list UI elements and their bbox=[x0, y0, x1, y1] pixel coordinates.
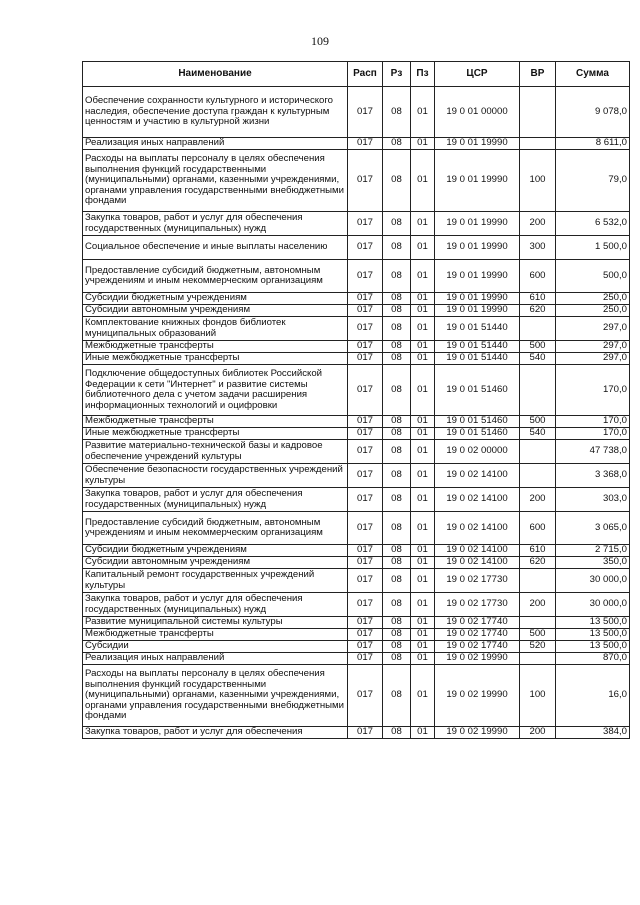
cell-name: Иные межбюджетные трансферты bbox=[83, 353, 348, 365]
cell-vr: 200 bbox=[520, 212, 556, 236]
cell-rz: 08 bbox=[383, 545, 411, 557]
cell-csr: 19 0 02 14100 bbox=[435, 512, 520, 545]
cell-rz: 08 bbox=[383, 569, 411, 593]
cell-rz: 08 bbox=[383, 293, 411, 305]
cell-vr: 100 bbox=[520, 150, 556, 212]
cell-pz: 01 bbox=[411, 353, 435, 365]
header-vr: ВР bbox=[520, 62, 556, 87]
cell-name: Предоставление субсидий бюджетным, автономным учреждениям и иным некоммерческим организациям bbox=[83, 512, 348, 545]
cell-sum: 13 500,0 bbox=[556, 641, 630, 653]
table-row bbox=[83, 641, 630, 653]
cell-csr: 19 0 02 00000 bbox=[435, 440, 520, 464]
cell-pz: 01 bbox=[411, 665, 435, 727]
cell-rasp: 017 bbox=[348, 317, 383, 341]
cell-vr: 610 bbox=[520, 293, 556, 305]
cell-sum: 384,0 bbox=[556, 727, 630, 739]
cell-csr: 19 0 01 51460 bbox=[435, 365, 520, 416]
cell-csr: 19 0 01 19990 bbox=[435, 260, 520, 293]
header-csr: ЦСР bbox=[435, 62, 520, 87]
cell-csr: 19 0 01 19990 bbox=[435, 212, 520, 236]
cell-rasp: 017 bbox=[348, 557, 383, 569]
cell-rz: 08 bbox=[383, 317, 411, 341]
cell-rz: 08 bbox=[383, 138, 411, 150]
cell-name: Межбюджетные трансферты bbox=[83, 416, 348, 428]
cell-sum: 30 000,0 bbox=[556, 593, 630, 617]
cell-vr bbox=[520, 440, 556, 464]
cell-csr: 19 0 02 19990 bbox=[435, 653, 520, 665]
table-row bbox=[83, 545, 630, 557]
cell-rasp: 017 bbox=[348, 593, 383, 617]
table-row bbox=[83, 488, 630, 512]
cell-vr: 200 bbox=[520, 488, 556, 512]
cell-name: Предоставление субсидий бюджетным, автономным учреждениям и иным некоммерческим организациям bbox=[83, 260, 348, 293]
cell-vr: 620 bbox=[520, 557, 556, 569]
table-row bbox=[83, 727, 630, 739]
cell-sum: 303,0 bbox=[556, 488, 630, 512]
cell-rasp: 017 bbox=[348, 641, 383, 653]
cell-sum: 170,0 bbox=[556, 428, 630, 440]
cell-rz: 08 bbox=[383, 353, 411, 365]
cell-sum: 3 065,0 bbox=[556, 512, 630, 545]
cell-rasp: 017 bbox=[348, 512, 383, 545]
cell-pz: 01 bbox=[411, 416, 435, 428]
cell-rz: 08 bbox=[383, 557, 411, 569]
cell-pz: 01 bbox=[411, 593, 435, 617]
cell-pz: 01 bbox=[411, 212, 435, 236]
table-row bbox=[83, 629, 630, 641]
budget-table bbox=[82, 61, 630, 739]
cell-rz: 08 bbox=[383, 260, 411, 293]
cell-name: Субсидии bbox=[83, 641, 348, 653]
cell-sum: 1 500,0 bbox=[556, 236, 630, 260]
table-row bbox=[83, 341, 630, 353]
cell-vr bbox=[520, 317, 556, 341]
cell-rasp: 017 bbox=[348, 260, 383, 293]
cell-sum: 250,0 bbox=[556, 293, 630, 305]
cell-csr: 19 0 01 51440 bbox=[435, 341, 520, 353]
cell-sum: 3 368,0 bbox=[556, 464, 630, 488]
cell-rasp: 017 bbox=[348, 569, 383, 593]
cell-name: Комплектование книжных фондов библиотек муниципальных образований bbox=[83, 317, 348, 341]
cell-vr: 100 bbox=[520, 665, 556, 727]
cell-name: Закупка товаров, работ и услуг для обеспечения государственных (муниципальных) нужд bbox=[83, 488, 348, 512]
table-row bbox=[83, 305, 630, 317]
header-rasp: Расп bbox=[348, 62, 383, 87]
cell-pz: 01 bbox=[411, 87, 435, 138]
cell-csr: 19 0 01 51460 bbox=[435, 416, 520, 428]
page-number: 109 bbox=[311, 34, 329, 48]
cell-rz: 08 bbox=[383, 150, 411, 212]
cell-csr: 19 0 01 19990 bbox=[435, 305, 520, 317]
table-row bbox=[83, 353, 630, 365]
cell-pz: 01 bbox=[411, 488, 435, 512]
cell-name: Развитие материально-технической базы и кадровое обеспечение учреждений культуры bbox=[83, 440, 348, 464]
cell-csr: 19 0 02 17740 bbox=[435, 629, 520, 641]
cell-vr: 600 bbox=[520, 512, 556, 545]
cell-csr: 19 0 02 17730 bbox=[435, 593, 520, 617]
table-row bbox=[83, 317, 630, 341]
cell-vr bbox=[520, 87, 556, 138]
cell-csr: 19 0 02 14100 bbox=[435, 488, 520, 512]
table-row bbox=[83, 593, 630, 617]
cell-vr: 520 bbox=[520, 641, 556, 653]
cell-rasp: 017 bbox=[348, 665, 383, 727]
table-row bbox=[83, 87, 630, 138]
table-row bbox=[83, 416, 630, 428]
cell-vr bbox=[520, 138, 556, 150]
cell-vr: 200 bbox=[520, 593, 556, 617]
cell-pz: 01 bbox=[411, 557, 435, 569]
cell-rz: 08 bbox=[383, 512, 411, 545]
cell-sum: 297,0 bbox=[556, 353, 630, 365]
cell-csr: 19 0 02 17730 bbox=[435, 569, 520, 593]
cell-name: Субсидии бюджетным учреждениям bbox=[83, 293, 348, 305]
cell-vr bbox=[520, 365, 556, 416]
cell-rz: 08 bbox=[383, 212, 411, 236]
cell-rasp: 017 bbox=[348, 440, 383, 464]
cell-sum: 6 532,0 bbox=[556, 212, 630, 236]
cell-pz: 01 bbox=[411, 545, 435, 557]
cell-rz: 08 bbox=[383, 665, 411, 727]
cell-pz: 01 bbox=[411, 138, 435, 150]
cell-csr: 19 0 01 00000 bbox=[435, 87, 520, 138]
cell-rz: 08 bbox=[383, 87, 411, 138]
cell-sum: 297,0 bbox=[556, 317, 630, 341]
table-row bbox=[83, 665, 630, 727]
cell-rz: 08 bbox=[383, 428, 411, 440]
cell-vr: 600 bbox=[520, 260, 556, 293]
table-row bbox=[83, 212, 630, 236]
cell-pz: 01 bbox=[411, 464, 435, 488]
cell-pz: 01 bbox=[411, 260, 435, 293]
cell-rasp: 017 bbox=[348, 617, 383, 629]
cell-rasp: 017 bbox=[348, 236, 383, 260]
cell-sum: 47 738,0 bbox=[556, 440, 630, 464]
cell-name: Обеспечение безопасности государственных учреждений культуры bbox=[83, 464, 348, 488]
cell-sum: 13 500,0 bbox=[556, 617, 630, 629]
cell-vr bbox=[520, 569, 556, 593]
cell-sum: 16,0 bbox=[556, 665, 630, 727]
cell-name: Иные межбюджетные трансферты bbox=[83, 428, 348, 440]
cell-csr: 19 0 02 14100 bbox=[435, 545, 520, 557]
cell-vr: 500 bbox=[520, 629, 556, 641]
cell-name: Социальное обеспечение и иные выплаты населению bbox=[83, 236, 348, 260]
cell-rz: 08 bbox=[383, 629, 411, 641]
cell-rasp: 017 bbox=[348, 150, 383, 212]
cell-pz: 01 bbox=[411, 150, 435, 212]
cell-csr: 19 0 02 17740 bbox=[435, 617, 520, 629]
cell-rz: 08 bbox=[383, 641, 411, 653]
cell-name: Межбюджетные трансферты bbox=[83, 629, 348, 641]
cell-rasp: 017 bbox=[348, 341, 383, 353]
cell-rasp: 017 bbox=[348, 353, 383, 365]
cell-csr: 19 0 02 19990 bbox=[435, 665, 520, 727]
cell-rz: 08 bbox=[383, 653, 411, 665]
cell-csr: 19 0 01 51440 bbox=[435, 353, 520, 365]
cell-pz: 01 bbox=[411, 365, 435, 416]
cell-pz: 01 bbox=[411, 236, 435, 260]
cell-rz: 08 bbox=[383, 464, 411, 488]
table-row bbox=[83, 464, 630, 488]
cell-pz: 01 bbox=[411, 653, 435, 665]
cell-rasp: 017 bbox=[348, 293, 383, 305]
cell-sum: 500,0 bbox=[556, 260, 630, 293]
cell-name: Реализация иных направлений bbox=[83, 653, 348, 665]
cell-rasp: 017 bbox=[348, 629, 383, 641]
cell-sum: 170,0 bbox=[556, 416, 630, 428]
cell-rasp: 017 bbox=[348, 305, 383, 317]
table-row bbox=[83, 138, 630, 150]
cell-sum: 2 715,0 bbox=[556, 545, 630, 557]
cell-vr: 540 bbox=[520, 428, 556, 440]
cell-vr: 620 bbox=[520, 305, 556, 317]
table-row bbox=[83, 293, 630, 305]
cell-rz: 08 bbox=[383, 305, 411, 317]
table-row bbox=[83, 150, 630, 212]
cell-csr: 19 0 01 19990 bbox=[435, 293, 520, 305]
cell-name: Развитие муниципальной системы культуры bbox=[83, 617, 348, 629]
cell-csr: 19 0 02 17740 bbox=[435, 641, 520, 653]
cell-name: Закупка товаров, работ и услуг для обеспечения государственных (муниципальных) нужд bbox=[83, 593, 348, 617]
cell-name: Закупка товаров, работ и услуг для обеспечения государственных (муниципальных) нужд bbox=[83, 212, 348, 236]
cell-pz: 01 bbox=[411, 569, 435, 593]
cell-rz: 08 bbox=[383, 440, 411, 464]
table-row bbox=[83, 557, 630, 569]
cell-name: Капитальный ремонт государственных учреждений культуры bbox=[83, 569, 348, 593]
cell-csr: 19 0 02 19990 bbox=[435, 727, 520, 739]
table-row bbox=[83, 260, 630, 293]
cell-name: Межбюджетные трансферты bbox=[83, 341, 348, 353]
cell-name: Субсидии автономным учреждениям bbox=[83, 557, 348, 569]
cell-rasp: 017 bbox=[348, 488, 383, 512]
cell-csr: 19 0 01 51440 bbox=[435, 317, 520, 341]
cell-rz: 08 bbox=[383, 593, 411, 617]
cell-sum: 297,0 bbox=[556, 341, 630, 353]
cell-rasp: 017 bbox=[348, 87, 383, 138]
cell-vr: 200 bbox=[520, 727, 556, 739]
cell-sum: 8 611,0 bbox=[556, 138, 630, 150]
cell-rasp: 017 bbox=[348, 464, 383, 488]
cell-csr: 19 0 01 19990 bbox=[435, 150, 520, 212]
cell-rasp: 017 bbox=[348, 138, 383, 150]
cell-pz: 01 bbox=[411, 641, 435, 653]
cell-sum: 13 500,0 bbox=[556, 629, 630, 641]
table-row bbox=[83, 236, 630, 260]
table-row bbox=[83, 569, 630, 593]
cell-sum: 9 078,0 bbox=[556, 87, 630, 138]
cell-sum: 350,0 bbox=[556, 557, 630, 569]
cell-rz: 08 bbox=[383, 727, 411, 739]
table-header-row bbox=[83, 62, 630, 87]
cell-name: Субсидии бюджетным учреждениям bbox=[83, 545, 348, 557]
table-row bbox=[83, 440, 630, 464]
cell-name: Реализация иных направлений bbox=[83, 138, 348, 150]
cell-pz: 01 bbox=[411, 512, 435, 545]
cell-rasp: 017 bbox=[348, 545, 383, 557]
cell-vr: 500 bbox=[520, 341, 556, 353]
cell-pz: 01 bbox=[411, 428, 435, 440]
cell-name: Расходы на выплаты персоналу в целях обеспечения выполнения функций государственными (муниципальными) органами, казенными учреждениями, органами управления государственными внебюджетными фондами bbox=[83, 665, 348, 727]
cell-vr: 300 bbox=[520, 236, 556, 260]
cell-vr bbox=[520, 653, 556, 665]
table-row bbox=[83, 617, 630, 629]
cell-rz: 08 bbox=[383, 236, 411, 260]
cell-csr: 19 0 01 19990 bbox=[435, 138, 520, 150]
cell-name: Расходы на выплаты персоналу в целях обеспечения выполнения функций государственными (муниципальными) органами, казенными учреждениями, органами управления государственными внебюджетными фондами bbox=[83, 150, 348, 212]
cell-pz: 01 bbox=[411, 727, 435, 739]
cell-rz: 08 bbox=[383, 365, 411, 416]
cell-rasp: 017 bbox=[348, 365, 383, 416]
cell-vr bbox=[520, 617, 556, 629]
cell-sum: 30 000,0 bbox=[556, 569, 630, 593]
header-sum: Сумма bbox=[556, 62, 630, 87]
cell-rz: 08 bbox=[383, 416, 411, 428]
cell-rz: 08 bbox=[383, 488, 411, 512]
cell-csr: 19 0 01 19990 bbox=[435, 236, 520, 260]
cell-name: Обеспечение сохранности культурного и исторического наследия, обеспечение доступа граждан к культурным ценностям и участию в культурной жизни bbox=[83, 87, 348, 138]
cell-pz: 01 bbox=[411, 440, 435, 464]
cell-rz: 08 bbox=[383, 341, 411, 353]
cell-rz: 08 bbox=[383, 617, 411, 629]
cell-rasp: 017 bbox=[348, 653, 383, 665]
table-body bbox=[83, 87, 630, 739]
table-row bbox=[83, 365, 630, 416]
table-row bbox=[83, 428, 630, 440]
header-name: Наименование bbox=[83, 62, 348, 87]
cell-rasp: 017 bbox=[348, 727, 383, 739]
header-pz: Пз bbox=[411, 62, 435, 87]
cell-sum: 170,0 bbox=[556, 365, 630, 416]
cell-sum: 870,0 bbox=[556, 653, 630, 665]
cell-rasp: 017 bbox=[348, 212, 383, 236]
table-row bbox=[83, 653, 630, 665]
cell-sum: 250,0 bbox=[556, 305, 630, 317]
cell-pz: 01 bbox=[411, 617, 435, 629]
cell-rasp: 017 bbox=[348, 428, 383, 440]
cell-sum: 79,0 bbox=[556, 150, 630, 212]
cell-csr: 19 0 01 51460 bbox=[435, 428, 520, 440]
cell-name: Закупка товаров, работ и услуг для обеспечения bbox=[83, 727, 348, 739]
header-rz: Рз bbox=[383, 62, 411, 87]
cell-vr: 610 bbox=[520, 545, 556, 557]
cell-csr: 19 0 02 14100 bbox=[435, 464, 520, 488]
cell-vr bbox=[520, 464, 556, 488]
cell-rasp: 017 bbox=[348, 416, 383, 428]
cell-name: Подключение общедоступных библиотек Российской Федерации к сети "Интернет" и развитие системы библиотечного дела с учетом задачи расширения информационных технологий и оцифровки bbox=[83, 365, 348, 416]
cell-vr: 540 bbox=[520, 353, 556, 365]
cell-pz: 01 bbox=[411, 317, 435, 341]
cell-pz: 01 bbox=[411, 305, 435, 317]
cell-pz: 01 bbox=[411, 629, 435, 641]
cell-name: Субсидии автономным учреждениям bbox=[83, 305, 348, 317]
table-row bbox=[83, 512, 630, 545]
cell-vr: 500 bbox=[520, 416, 556, 428]
cell-pz: 01 bbox=[411, 341, 435, 353]
cell-pz: 01 bbox=[411, 293, 435, 305]
cell-csr: 19 0 02 14100 bbox=[435, 557, 520, 569]
